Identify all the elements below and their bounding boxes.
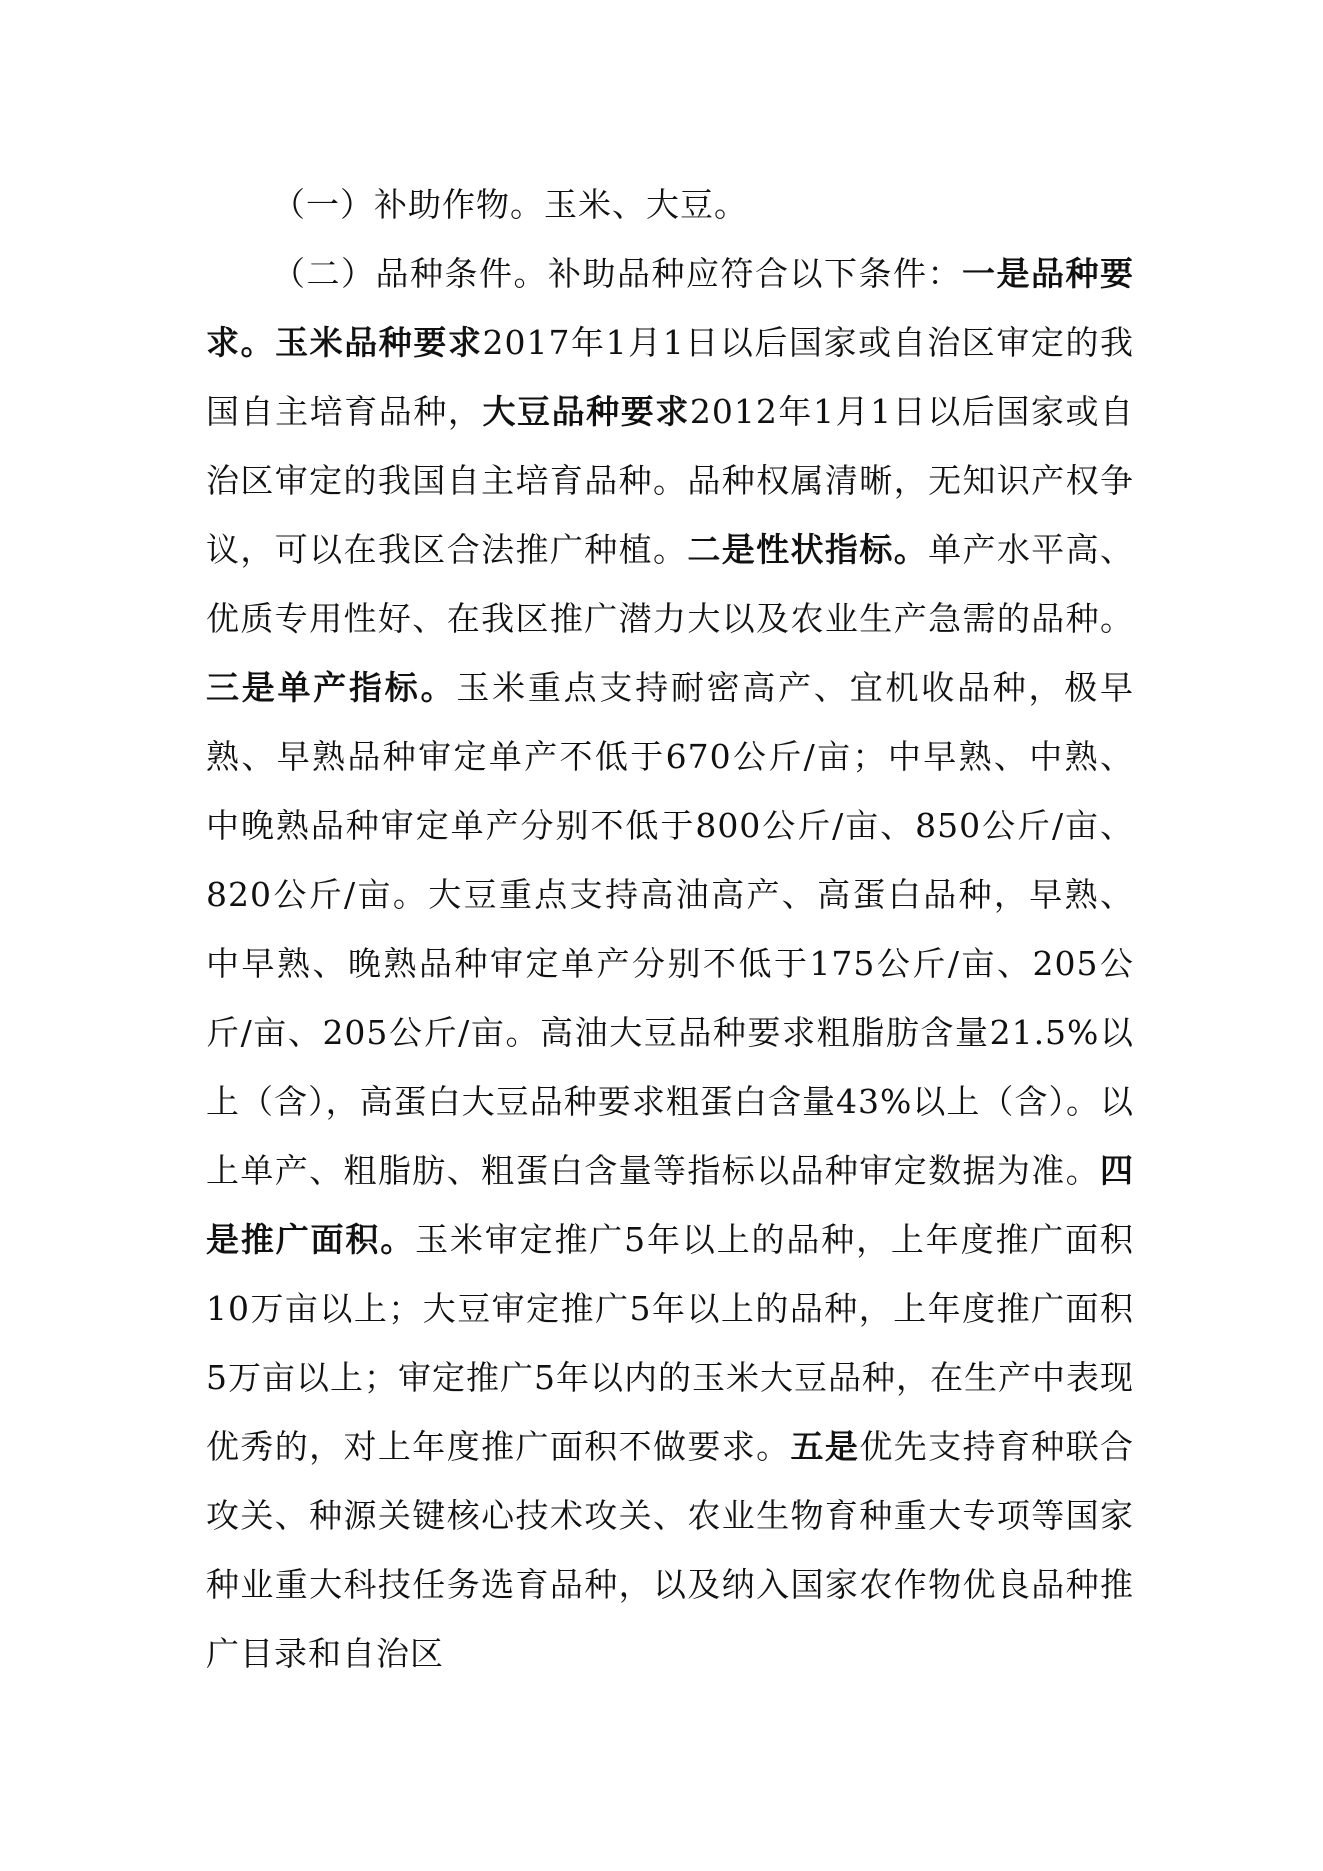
bold-heading-yield-indicators: 三是单产指标。 [206,668,457,707]
paragraph-subsidy-crops [206,170,1134,239]
text-run: 玉米审定推广5年以上的品种，上年度推广面积10万亩以上；大豆审定推广5年以上的品种，上年度推广面积5万亩以上；审定推广5年以内的玉米大豆品种，在生产中表现优秀的，对上年度推广面积不做要求。 [206,1220,1134,1466]
text-run: 单产水平高、优质专用性好、在我区推广潜力大以及农业生产急需的品种。 [206,530,1135,638]
text-run: 2012年1月1日以后国家或自治区审定的我国自主培育品种。品种权属清晰，无知识产权争议，可以在我区合法推广种植。 [206,392,1135,569]
text-run: （二）品种条件。补助品种应符合以下条件： [272,254,962,293]
bold-heading-promotion-area: 四是推广面积。 [206,1151,1134,1259]
bold-heading-fifth: 五是 [790,1427,860,1466]
text-run: 玉米重点支持耐密高产、宜机收品种，极早熟、早熟品种审定单产不低于670公斤/亩；中早熟、中熟、中晚熟品种审定单产分别不低于800公斤/亩、850公斤/亩、820公斤/亩。大豆重点支持高油高产、高蛋白品种，早熟、中早熟、晚熟品种审定单产分别不低于175公斤/亩、205公斤/亩、205公斤/亩。高油大豆品种要求粗脂肪含量21.5%以上（含），高蛋白大豆品种要求粗蛋白含量43%以上（含）。以上单产、粗脂肪、粗蛋白含量等指标以品种审定数据为准。 [206,668,1135,1190]
paragraph-variety-conditions [206,239,1134,1688]
bold-heading-trait-indicators: 二是性状指标。 [687,530,929,569]
text-run: （一）补助作物。玉米、大豆。 [272,185,748,224]
text-run: 2017年1月1日以后国家或自治区审定的我国自主培育品种， [206,323,1135,431]
document-page [206,170,1134,1688]
text-run: 优先支持育种联合攻关、种源关键核心技术攻关、农业生物育种重大专项等国家种业重大科技任务选育品种，以及纳入国家农作物优良品种推广目录和自治区 [206,1427,1135,1673]
bold-heading-variety-requirement: 一是品种要求。玉米品种要求 [206,254,1134,362]
bold-heading-soybean-requirement: 大豆品种要求 [482,392,690,431]
